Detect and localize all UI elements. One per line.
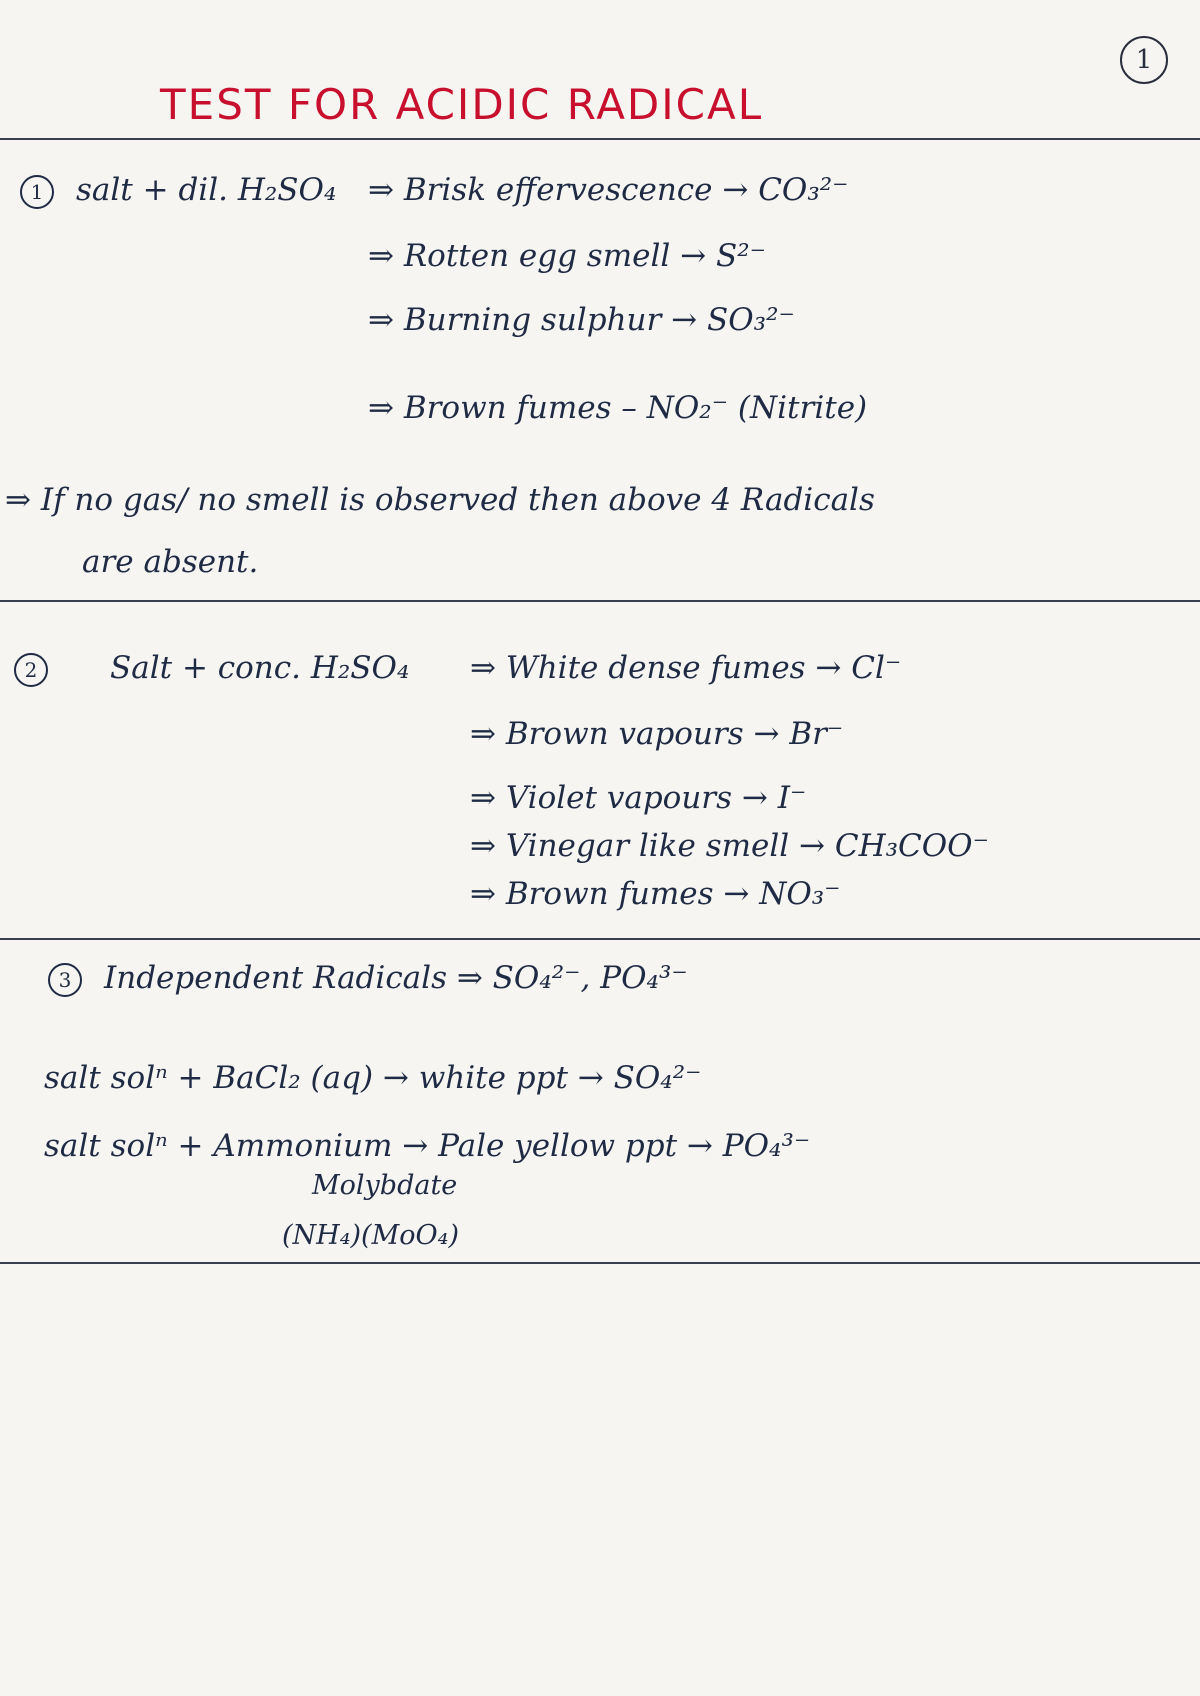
divider bbox=[0, 138, 1200, 140]
section2-item: ⇒ Vinegar like smell → CH₃COO⁻ bbox=[470, 828, 989, 864]
section3-test-sub: (NH₄)(MoO₄) bbox=[282, 1220, 459, 1251]
section1-note: ⇒ If no gas/ no smell is observed then above 4 Radicals bbox=[5, 482, 875, 518]
section2-header bbox=[14, 650, 409, 687]
section1-number: 1 bbox=[20, 175, 54, 209]
section2-item: ⇒ Violet vapours → I⁻ bbox=[470, 780, 807, 816]
section3-number: 3 bbox=[48, 963, 82, 997]
section3-test: salt solⁿ + BaCl₂ (aq) → white ppt → SO₄²⁻ bbox=[44, 1060, 702, 1096]
section1-note: are absent. bbox=[82, 544, 259, 580]
page-number: 1 bbox=[1120, 36, 1168, 84]
section3-test: salt solⁿ + Ammonium → Pale yellow ppt → PO₄³⁻ bbox=[44, 1128, 811, 1164]
section1-item: ⇒ Brisk effervescence → CO₃²⁻ bbox=[368, 172, 849, 208]
section1-item: ⇒ Rotten egg smell → S²⁻ bbox=[368, 238, 766, 274]
section2-item: ⇒ Brown fumes → NO₃⁻ bbox=[470, 876, 841, 912]
section2-item: ⇒ White dense fumes → Cl⁻ bbox=[470, 650, 902, 686]
section2-lhs: Salt + conc. H₂SO₄ bbox=[110, 650, 410, 686]
section1-header bbox=[20, 172, 336, 209]
divider bbox=[0, 600, 1200, 602]
section1-item: ⇒ Burning sulphur → SO₃²⁻ bbox=[368, 302, 795, 338]
section2-item: ⇒ Brown vapours → Br⁻ bbox=[470, 716, 844, 752]
divider bbox=[0, 938, 1200, 940]
section3-header bbox=[48, 960, 688, 997]
section1-item: ⇒ Brown fumes – NO₂⁻ (Nitrite) bbox=[368, 390, 868, 426]
section3-test-sub: Molybdate bbox=[312, 1170, 458, 1201]
section2-number: 2 bbox=[14, 653, 48, 687]
section1-lhs: salt + dil. H₂SO₄ bbox=[76, 172, 337, 208]
divider bbox=[0, 1262, 1200, 1264]
page-title: TEST FOR ACIDIC RADICAL bbox=[160, 80, 764, 129]
section3-heading: Independent Radicals ⇒ SO₄²⁻, PO₄³⁻ bbox=[104, 960, 688, 996]
